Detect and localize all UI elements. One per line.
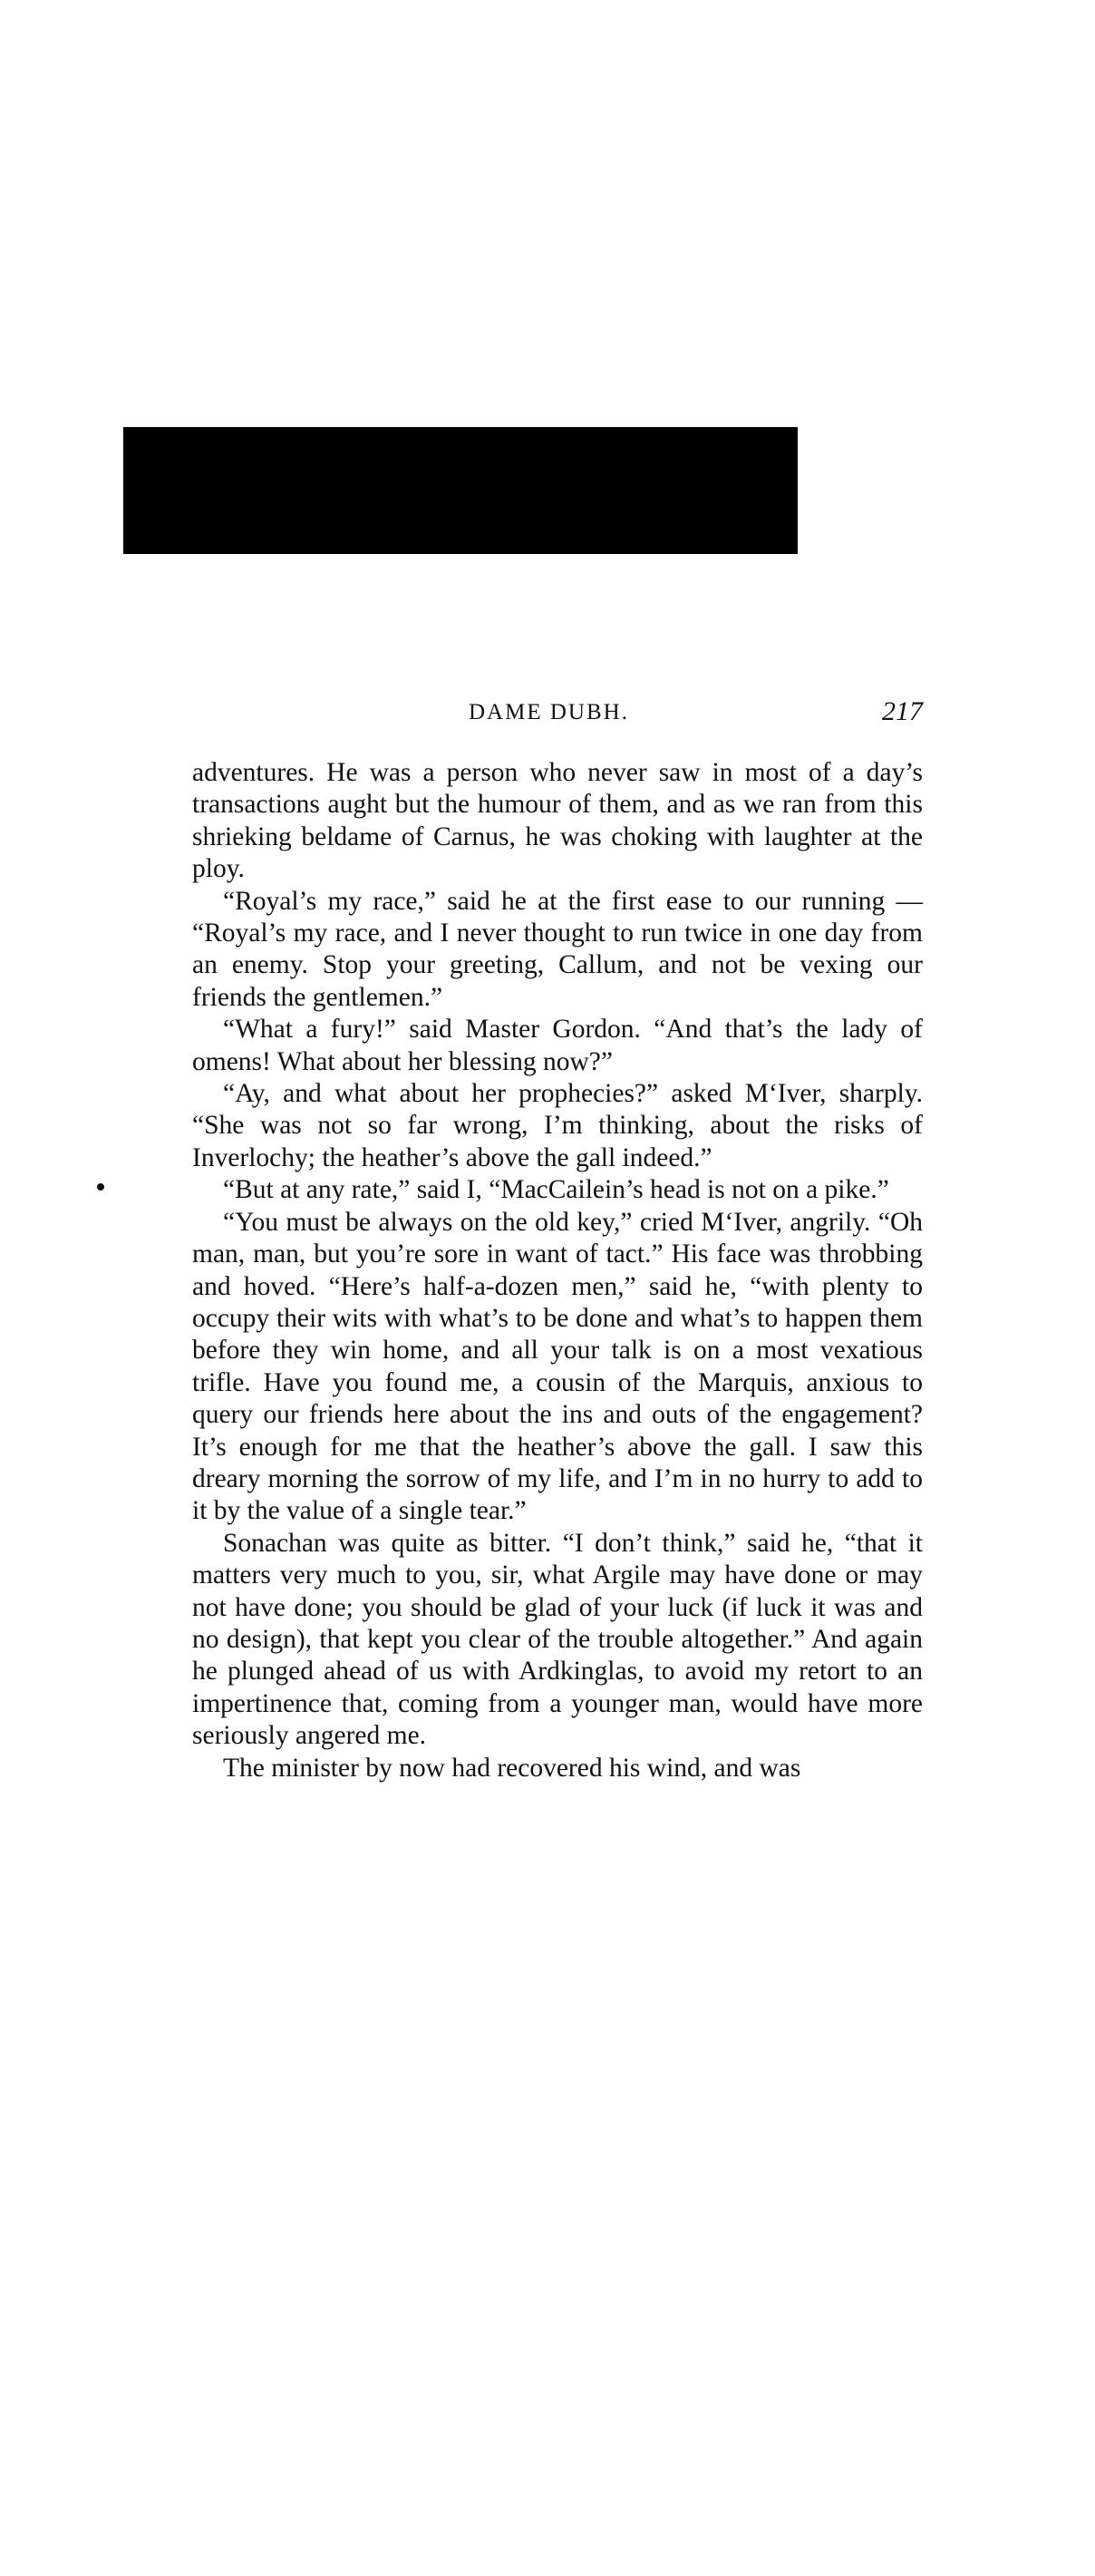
paragraph: “You must be always on the old key,” cried M‘Iver, angrily. “Oh man, man, but you’re sore in want of tact.” His face was throbbing and hoved. “Here’s half-a-dozen men,” said he, “with plenty to occupy their wits with what’s to be done and what’s to happen them before they win home, and all your talk is on a most vexatious trifle. Have you found me, a cousin of the Marquis, anxious to query our friends here about the ins and outs of the engagement? It’s enough for me that the heather’s above the gall. I saw this dreary morning the sorrow of my life, and I’m in no hurry to add to it by the value of a single tear.”: [192, 1207, 923, 1526]
paragraph: “Royal’s my race,” said he at the first ease to our running — “Royal’s my race, and I never thought to run twice in one day from an enemy. Stop your greeting, Callum, and not be vexing our friends the gentlemen.”: [192, 886, 923, 1012]
redaction-block: [123, 427, 798, 554]
running-title: DAME DUBH.: [469, 700, 629, 724]
paragraph: “Ay, and what about her prophecies?” asked M‘Iver, sharply. “She was not so far wrong, I’m thinking, about the risks of Inverlochy; the heather’s above the gall indeed.”: [192, 1079, 923, 1172]
margin-dot-mark: [97, 1183, 104, 1191]
paragraph: Sonachan was quite as bitter. “I don’t think,” said he, “that it matters very much to you, sir, what Argile may have done or may not have done; you should be glad of your luck (if luck it was and no design), that kept you clear of the trouble altogether.” And again he plunged ahead of us with Ardkinglas, to avoid my retort to an impertinence that, coming from a younger man, would have more seriously angered me.: [192, 1528, 923, 1751]
body-text: [192, 757, 923, 1784]
paragraph: “What a fury!” said Master Gordon. “And that’s the lady of omens! What about her blessing now?”: [192, 1015, 923, 1076]
paragraph-continued: adventures. He was a person who never saw in most of a day’s transactions aught but the humour of them, and as we ran from this shrieking beldame of Carnus, he was choking with laughter at the ploy.: [192, 758, 923, 884]
running-head: [192, 696, 923, 733]
page-number: 217: [882, 696, 923, 726]
paragraph: The minister by now had recovered his wind, and was: [223, 1753, 801, 1783]
paragraph: “But at any rate,” said I, “MacCailein’s head is not on a pike.”: [223, 1175, 889, 1205]
